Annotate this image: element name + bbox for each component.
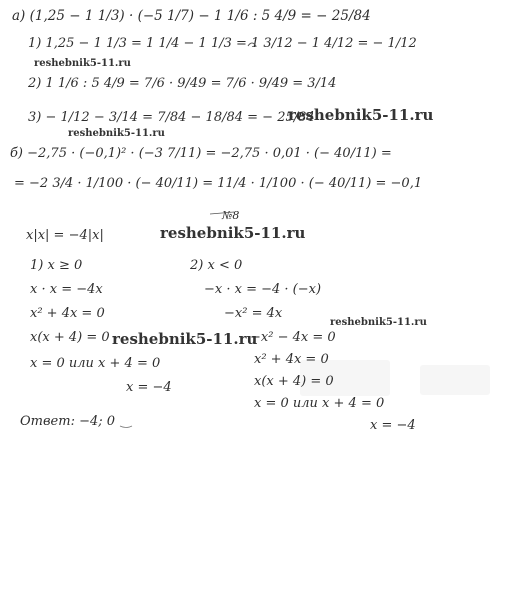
case-1-step-3: x(x + 4) = 0 bbox=[30, 330, 110, 345]
part-b-line-1: б) −2,75 · (−0,1)² · (−3 7/11) = −2,75 · 0,01 · (− 40/11) = bbox=[10, 146, 392, 161]
case-1-step-5: x = −4 bbox=[126, 380, 172, 395]
watermark: reshebnik5-11.ru bbox=[160, 224, 306, 242]
equation: x|x| = −4|x| bbox=[26, 228, 104, 243]
watermark: reshebnik5-11.ru bbox=[68, 128, 165, 139]
problem-number: №8 bbox=[222, 209, 240, 222]
case-1-label: 1) x ≥ 0 bbox=[30, 258, 83, 273]
case-1-step-1: x · x = −4x bbox=[30, 282, 103, 297]
part-a-line-1: a) (1,25 − 1 1/3) · (−5 1/7) − 1 1/6 : 5 4/9 = − 25/84 bbox=[12, 8, 371, 24]
case-2-step-4: x² + 4x = 0 bbox=[254, 352, 329, 367]
part-b-line-2: = −2 3/4 · 1/100 · (− 40/11) = 11/4 · 1/100 · (− 40/11) = −0,1 bbox=[14, 176, 423, 191]
case-2-step-5: x(x + 4) = 0 bbox=[254, 374, 334, 389]
case-1-step-4: x = 0 или x + 4 = 0 bbox=[30, 356, 161, 371]
case-1-step-2: x² + 4x = 0 bbox=[30, 306, 105, 321]
watermark: reshebnik5-11.ru bbox=[34, 58, 131, 69]
part-a-line-3: 2) 1 1/6 : 5 4/9 = 7/6 · 9/49 = 7/6 · 9/49 = 3/14 bbox=[28, 76, 337, 91]
case-2-step-2: −x² = 4x bbox=[224, 306, 283, 321]
part-a-line-2: 1) 1,25 − 1 1/3 = 1 1/4 − 1 1/3 = 1 3/12 − 1 4/12 = − 1/12 bbox=[28, 36, 417, 51]
part-a-line-4: 3) − 1/12 − 3/14 = 7/84 − 18/84 = − 25/84 bbox=[28, 110, 315, 125]
answer: Ответ: −4; 0 bbox=[20, 414, 116, 429]
watermark: reshebnik5-11.ru bbox=[288, 106, 434, 124]
case-2-step-1: −x · x = −4 · (−x) bbox=[204, 282, 322, 297]
case-2-step-6: x = 0 или x + 4 = 0 bbox=[254, 396, 385, 411]
case-2-label: 2) x < 0 bbox=[190, 258, 243, 273]
case-2-step-7: x = −4 bbox=[370, 418, 416, 433]
watermark: reshebnik5-11.ru bbox=[330, 317, 427, 328]
case-2-step-3: −x² − 4x = 0 bbox=[250, 330, 336, 345]
watermark: reshebnik5-11.ru bbox=[112, 330, 258, 348]
